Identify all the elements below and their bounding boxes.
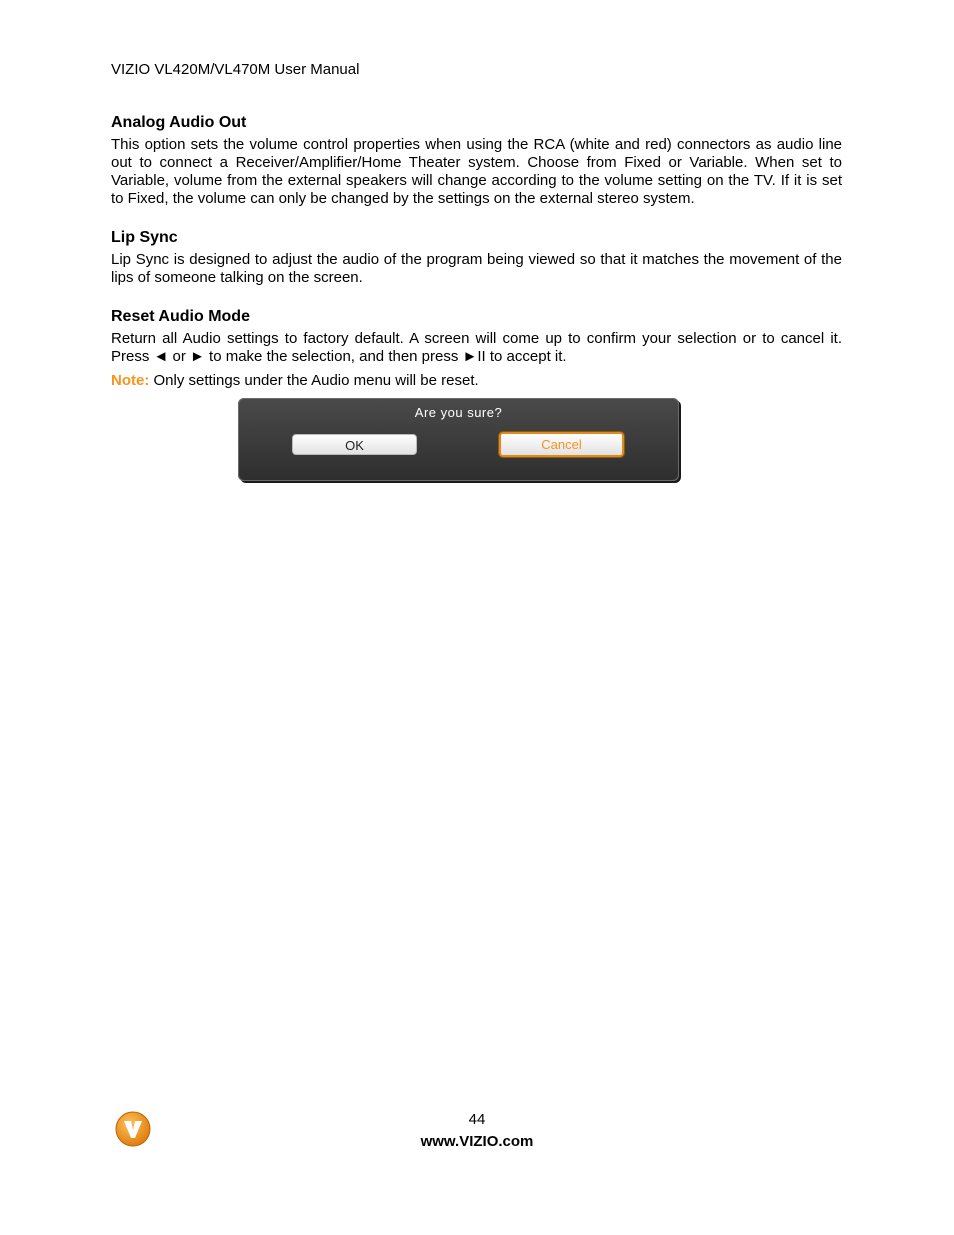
note-label: Note: <box>111 372 150 389</box>
page-number: 44 <box>468 1111 486 1128</box>
ok-button[interactable]: OK <box>292 434 417 455</box>
section-heading: Reset Audio Mode <box>111 308 250 325</box>
page-header-title: VIZIO VL420M/VL470M User Manual <box>111 61 360 78</box>
section-lip-sync <box>111 228 842 287</box>
note-text: Only settings under the Audio menu will be reset. <box>149 372 479 389</box>
section-heading: Analog Audio Out <box>111 114 247 131</box>
section-body: This option sets the volume control properties when using the RCA (white and red) connectors as audio line out to connect a Receiver/Amplifier/Home Theater system. Choose from Fixed or Variable. When set to Variable, volume from the external speakers will change according to the volume setting on the TV. If it is set to Fixed, the volume can only be changed by the settings on the external stereo system. <box>111 136 842 207</box>
section-body: Lip Sync is designed to adjust the audio of the program being viewed so that it matches the movement of the lips of someone talking on the screen. <box>111 251 842 286</box>
dialog-title: Are you sure? <box>414 405 503 420</box>
section-body: Return all Audio settings to factory default. A screen will come up to confirm your selection or to cancel it. Press ◄ or ► to make the selection, and then press ►II to accept it. <box>111 330 842 365</box>
note <box>111 372 842 390</box>
manual-content <box>111 113 842 390</box>
section-reset-audio-mode <box>111 307 842 390</box>
footer-url[interactable]: www.VIZIO.com <box>420 1133 534 1150</box>
cancel-button[interactable]: Cancel <box>499 432 624 457</box>
confirm-dialog-screenshot <box>238 398 679 481</box>
section-analog-audio-out <box>111 113 842 208</box>
section-heading: Lip Sync <box>111 229 178 246</box>
